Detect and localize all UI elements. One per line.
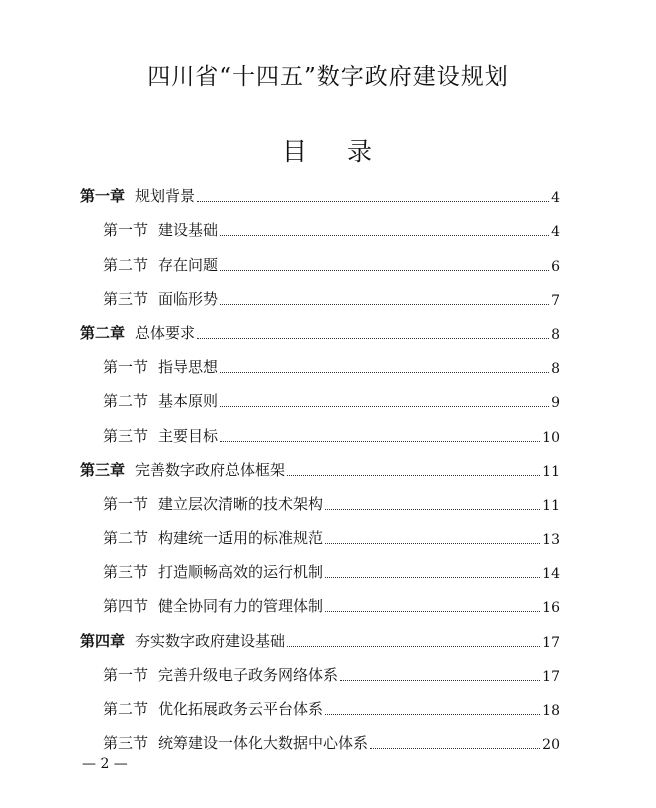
toc-entry-page: 7 [551, 292, 560, 309]
table-of-contents [80, 172, 560, 753]
toc-section-entry[interactable] [80, 377, 560, 411]
toc-leader-dots [287, 645, 540, 647]
document-title: 四川省“十四五”数字政府建设规划 [147, 64, 509, 90]
toc-section-entry[interactable] [80, 514, 560, 548]
toc-leader-dots [197, 200, 549, 202]
toc-leader-dots [325, 713, 540, 715]
toc-section-entry[interactable] [80, 582, 560, 616]
toc-entry-title: 优化拓展政务云平台体系 [158, 700, 324, 718]
toc-chapter-entry[interactable] [80, 446, 560, 480]
toc-entry-page: 11 [542, 463, 560, 480]
toc-entry-label: 第三节 [103, 426, 149, 445]
toc-leader-dots [220, 371, 549, 373]
toc-leader-dots [325, 610, 540, 612]
toc-entry-page: 4 [551, 190, 560, 207]
toc-entry-page: 4 [551, 224, 560, 241]
toc-section-entry[interactable] [80, 685, 560, 719]
toc-entry-page: 16 [542, 600, 560, 617]
toc-entry-label: 第一节 [103, 221, 149, 240]
toc-section-entry[interactable] [80, 651, 560, 685]
toc-leader-dots [325, 542, 540, 544]
toc-entry-title: 基本原则 [158, 392, 219, 411]
toc-entry-title: 统筹建设一体化大数据中心体系 [158, 734, 369, 753]
toc-entry-title: 建立层次清晰的技术架构 [158, 494, 324, 513]
toc-leader-dots [287, 474, 540, 476]
toc-section-entry[interactable] [80, 275, 560, 309]
toc-leader-dots [197, 337, 549, 339]
toc-section-entry[interactable] [80, 411, 560, 445]
toc-entry-page: 17 [542, 634, 560, 651]
toc-entry-page: 20 [542, 737, 560, 754]
toc-section-entry[interactable] [80, 719, 560, 753]
toc-leader-dots [220, 303, 549, 305]
toc-entry-label: 第三章 [80, 460, 126, 479]
toc-entry-title: 建设基础 [158, 221, 219, 240]
toc-entry-page: 8 [551, 326, 560, 343]
toc-leader-dots [220, 440, 540, 442]
toc-entry-label: 第三节 [103, 289, 149, 308]
toc-leader-dots [325, 508, 540, 510]
toc-section-entry[interactable] [80, 240, 560, 274]
toc-section-entry[interactable] [80, 548, 560, 582]
toc-leader-dots [370, 747, 540, 749]
toc-entry-label: 第二节 [103, 392, 149, 411]
toc-section-entry[interactable] [80, 480, 560, 514]
toc-entry-title: 总体要求 [135, 323, 196, 342]
toc-entry-title: 夯实数字政府建设基础 [135, 631, 286, 650]
toc-leader-dots [220, 234, 549, 236]
toc-entry-page: 14 [542, 566, 560, 583]
toc-section-entry[interactable] [80, 343, 560, 377]
toc-entry-title: 完善升级电子政务网络体系 [158, 665, 339, 684]
toc-chapter-entry[interactable] [80, 172, 560, 206]
toc-leader-dots [220, 405, 549, 407]
toc-entry-title: 打造顺畅高效的运行机制 [158, 563, 324, 582]
toc-leader-dots [325, 576, 540, 578]
toc-entry-title: 主要目标 [158, 426, 219, 445]
toc-entry-label: 第二节 [103, 700, 149, 718]
toc-entry-title: 完善数字政府总体框架 [135, 460, 286, 479]
toc-entry-page: 11 [542, 497, 560, 514]
toc-entry-title: 健全协同有力的管理体制 [158, 597, 324, 616]
toc-entry-title: 面临形势 [158, 289, 219, 308]
toc-chapter-entry[interactable] [80, 309, 560, 343]
toc-section-entry[interactable] [80, 206, 560, 240]
toc-entry-title: 构建统一适用的标准规范 [158, 529, 324, 548]
footer-page-number: — 2 — [82, 756, 128, 772]
toc-entry-label: 第四节 [103, 597, 149, 616]
toc-entry-page: 18 [542, 703, 560, 719]
toc-leader-dots [220, 269, 549, 271]
toc-chapter-entry[interactable] [80, 616, 560, 650]
toc-entry-page: 6 [551, 258, 560, 275]
toc-entry-label: 第三节 [103, 734, 149, 753]
toc-heading-right: 录 [347, 137, 375, 166]
toc-entry-label: 第二章 [80, 323, 126, 342]
toc-entry-label: 第三节 [103, 563, 149, 582]
toc-entry-page: 10 [542, 429, 560, 446]
toc-entry-label: 第一节 [103, 358, 149, 377]
toc-entry-page: 17 [542, 668, 560, 685]
toc-heading-left: 目 [281, 137, 309, 166]
toc-entry-label: 第一章 [80, 187, 126, 206]
toc-entry-page: 9 [551, 395, 560, 412]
toc-entry-title: 规划背景 [135, 187, 196, 206]
toc-entry-label: 第四章 [80, 631, 126, 650]
toc-leader-dots [340, 679, 540, 681]
toc-entry-title: 存在问题 [158, 255, 219, 274]
toc-entry-label: 第一节 [103, 665, 149, 684]
toc-entry-page: 13 [542, 532, 560, 549]
toc-entry-title: 指导思想 [158, 358, 219, 377]
toc-entry-label: 第二节 [103, 529, 149, 548]
toc-heading [0, 132, 656, 168]
toc-entry-label: 第二节 [103, 255, 149, 274]
toc-entry-page: 8 [551, 361, 560, 378]
toc-entry-label: 第一节 [103, 494, 149, 513]
